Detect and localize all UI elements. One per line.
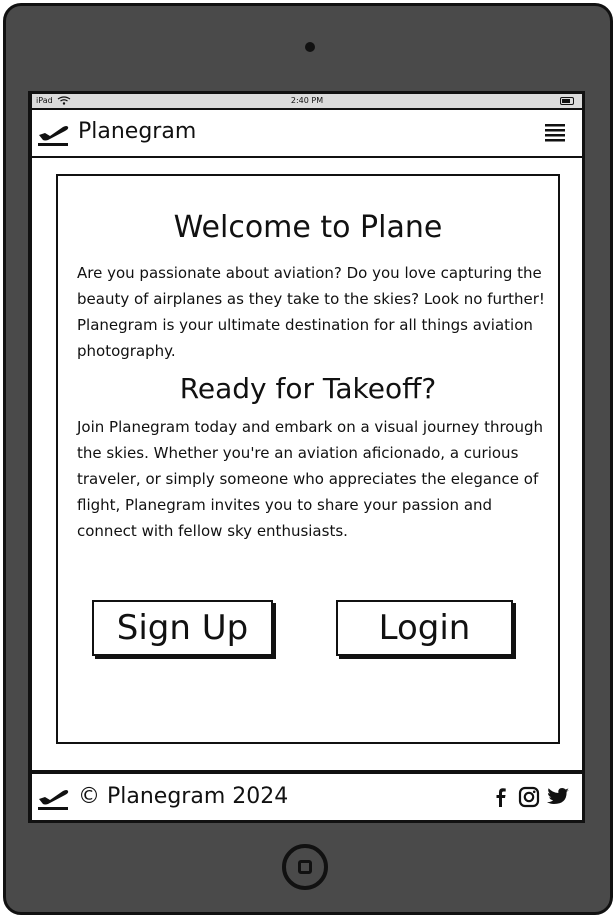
body-paragraph: Join Planegram today and embark on a visual journey through the skies. Whether you're an aviation aficionado, a curious traveler, or simply someone who appreciates the elegance of flight, Planegram invites you to share your passion and connect with fellow sky enthusiasts. [77, 418, 544, 540]
plane-departure-icon [36, 785, 70, 811]
device-label: iPad [36, 96, 53, 105]
sign-up-button[interactable]: Sign Up [92, 600, 273, 656]
footer [32, 772, 582, 820]
facebook-icon[interactable] [490, 786, 512, 808]
camera-dot [305, 42, 315, 52]
page-title: Welcome to Plane [173, 210, 443, 245]
home-button[interactable] [282, 844, 328, 890]
welcome-card [56, 174, 560, 744]
section-heading: Ready for Takeoff? [179, 372, 437, 405]
instagram-icon[interactable] [518, 786, 540, 808]
social-links [490, 786, 568, 808]
login-button[interactable]: Login [336, 600, 513, 656]
status-bar [32, 94, 582, 108]
status-time: 2:40 PM [290, 96, 324, 105]
intro-paragraph: Are you passionate about aviation? Do you love capturing the beauty of airplanes as they take to the skies? Look no further! Planegram is your ultimate destination for all things aviation photography. [77, 264, 545, 360]
main-content [32, 158, 582, 770]
plane-departure-icon[interactable] [36, 121, 70, 147]
hamburger-menu-icon[interactable] [544, 122, 566, 144]
navbar [32, 110, 582, 158]
brand-name[interactable]: Planegram [78, 119, 197, 144]
home-square-icon [298, 860, 312, 874]
twitter-icon[interactable] [546, 786, 568, 808]
battery-icon [560, 97, 574, 105]
copyright-text: © Planegram 2024 [78, 784, 289, 809]
